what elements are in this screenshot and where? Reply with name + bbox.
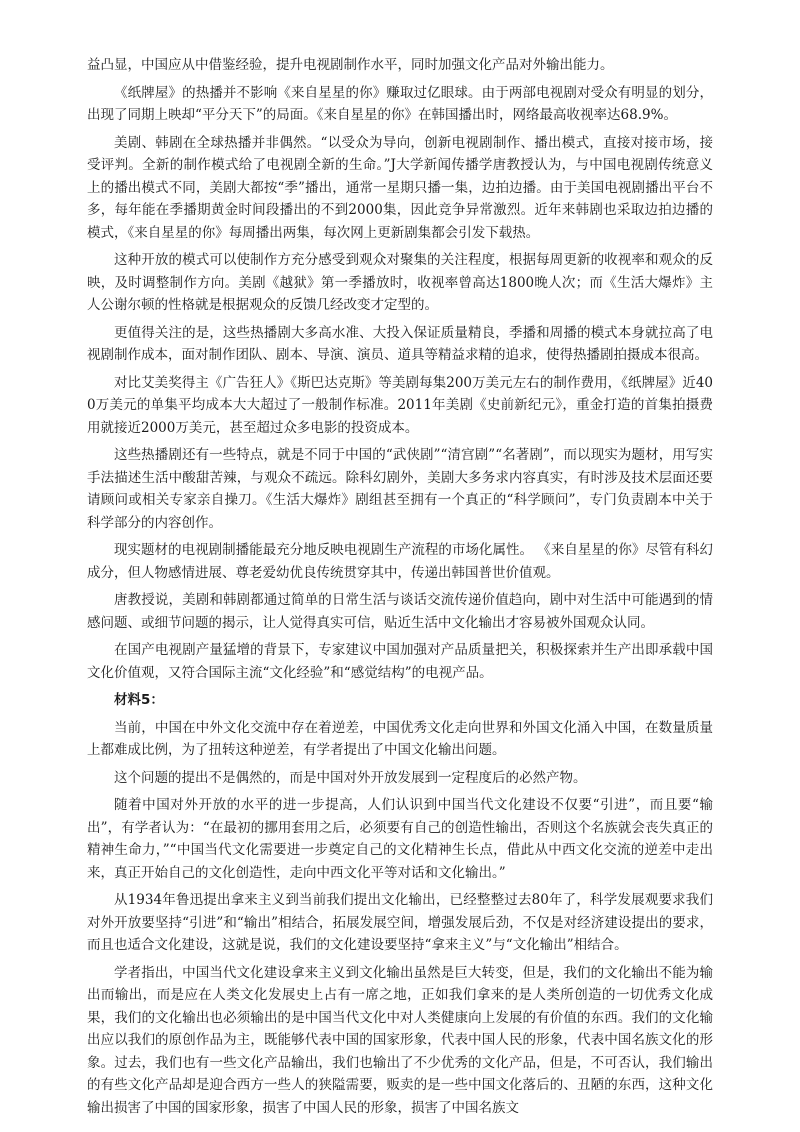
paragraph-cultural-deficit: 当前，中国在中外文化交流中存在着逆差，中国优秀文化走向世界和外国文化涌入中国，在数量质量上都难成比例，为了扭转这种逆差，有学者提出了中国文化输出问题。 [87,719,713,758]
paragraph-not-accidental: 美剧、韩剧在全球热播并非偶然。“以受众为导向，创新电视剧制作、播出模式，直接对接市场，接受评判。全新的制作模式给了电视剧全新的生命。”J大学新闻传播学唐教授认为，与中国电视剧传统意义上的播出模式不同，美剧大都按“季”播出，通常一星期只播一集，边拍边播。由于美国电视剧播出平台不多，每年能在季播期黄金时间段播出的不到2000集，因此竞争异常激烈。近年来韩剧也采取边拍边播的模式，《来自星星的你》每周播出两集，每次网上更新剧集都会引发下载热。 [87,134,713,241]
paragraph-opening-up: 随着中国对外开放的水平的进一步提高，人们认识到中国当代文化建设不仅要“引进”，而且要“输出”，有学者认为：“在最初的挪用套用之后，必须要有自己的创造性输出，否则这个名族就会丧失真正的精神生命力，”“中国当代文化需要进一步奠定自己的文化精神生长点，借此从中西文化交流的逆差中走出来，真正开始自己的文化创造性，走向中西文化平等对话和文化输出。” [87,797,713,881]
paragraph-market-attribute: 现实题材的电视剧制播能最充分地反映电视剧生产流程的市场化属性。 《来自星星的你》尽管有科幻成分，但人物感情进展、尊老爱幼优良传统贯穿其中，传递出韩国普世价值观。 [87,542,713,581]
paragraph-production-cost: 对比艾美奖得主《广告狂人》《斯巴达克斯》等美剧每集200万美元左右的制作费用，《纸牌屋》近400万美元的单集平均成本大大超过了一般制作标准。2011年美剧《史前新纪元》，重金打造的首集拍摄费用就接近2000万美元，甚至超过众多电影的投资成本。 [87,374,713,436]
paragraph-card-house: 《纸牌屋》的热播并不影响《来自星星的你》赚取过亿眼球。由于两部电视剧对受众有明显的划分，出现了同期上映却“平分天下”的局面。《来自星星的你》在韩国播出时，网络最高收视率达68.9%。 [87,84,713,123]
paragraph-high-standard: 更值得关注的是，这些热播剧大多高水准、大投入保证质量精良，季播和周播的模式本身就拉高了电视剧制作成本，面对制作团队、剧本、导演、演员、道具等精益求精的追求，使得热播剧拍摄成本很高。 [87,324,713,363]
paragraph-realism: 这些热播剧还有一些特点，就是不同于中国的“武侠剧”“清宫剧”“名著剧”，而以现实为题材，用写实手法描述生活中酸甜苦辣，与观众不疏远。除科幻剧外，美剧大多务求内容真实，有时涉及技术层面还要请顾问或相关专家亲自操刀。《生活大爆炸》剧组甚至拥有一个真正的“科学顾问”，专门负责剧本中关于科学部分的内容创作。 [87,447,713,531]
paragraph-expert-advice: 在国产电视剧产量猛增的背景下，专家建议中国加强对产品质量把关，积极探索并生产出即承载中国文化价值观，又符合国际主流“文化经验”和“感觉结构”的电视产品。 [87,642,713,681]
paragraph-scholars: 学者指出，中国当代文化建设拿来主义到文化输出虽然是巨大转变，但是，我们的文化输出不能为输出而输出，而是应在人类文化发展史上占有一席之地，正如我们拿来的是人类所创造的一切优秀文化成果，我们的文化输出也必须输出的是中国当代文化中对人类健康向上发展的有价值的东西。我们的文化输出应以我们的原创作品为主，既能够代表中国的国家形象，代表中国人民的形象，代表中国名族文化的形象。过去，我们也有一些文化产品输出，我们也输出了不少优秀的文化产品，但是，不可否认，我们输出的有些文化产品却是迎合西方一些人的狭隘需要，贩卖的是一些中国文化落后的、丑陋的东西，这种文化输出损害了中国的国家形象，损害了中国人民的形象，损害了中国名族文 [87,964,713,1116]
paragraph-lu-xun: 从1934年鲁迅提出拿来主义到当前我们提出文化输出，已经整整过去80年了，科学发展观要求我们对外开放要坚持“引进”和“输出”相结合，拓展发展空间，增强发展后劲，不仅是对经济建设提出的要求，而且也适合文化建设，这就是说，我们的文化建设要坚持“拿来主义”与“文化输出”相结合。 [87,892,713,953]
section-heading-material-5: 材料5： [114,692,164,708]
paragraph-continued: 益凸显，中国应从中借鉴经验，提升电视剧制作水平，同时加强文化产品对外输出能力。 [87,57,614,73]
paragraph-daily-life: 唐教授说，美剧和韩剧都通过简单的日常生活与谈话交流传递价值趋向，剧中对生活中可能遇到的情感问题、或细节问题的揭示，让人觉得真实可信，贴近生活中文化输出才容易被外国观众认同。 [87,592,713,631]
document-page [87,54,713,1124]
paragraph-open-model: 这种开放的模式可以使制作方充分感受到观众对聚集的关注程度，根据每周更新的收视率和观众的反映，及时调整制作方向。美剧《越狱》第一季播放时，收视率曾高达1800晚人次；而《生活大爆炸》主人公谢尔顿的性格就是根据观众的反馈几经改变才定型的。 [87,252,713,313]
paragraph-inevitable-product: 这个问题的提出不是偶然的，而是中国对外开放发展到一定程度后的必然产物。 [114,769,587,786]
